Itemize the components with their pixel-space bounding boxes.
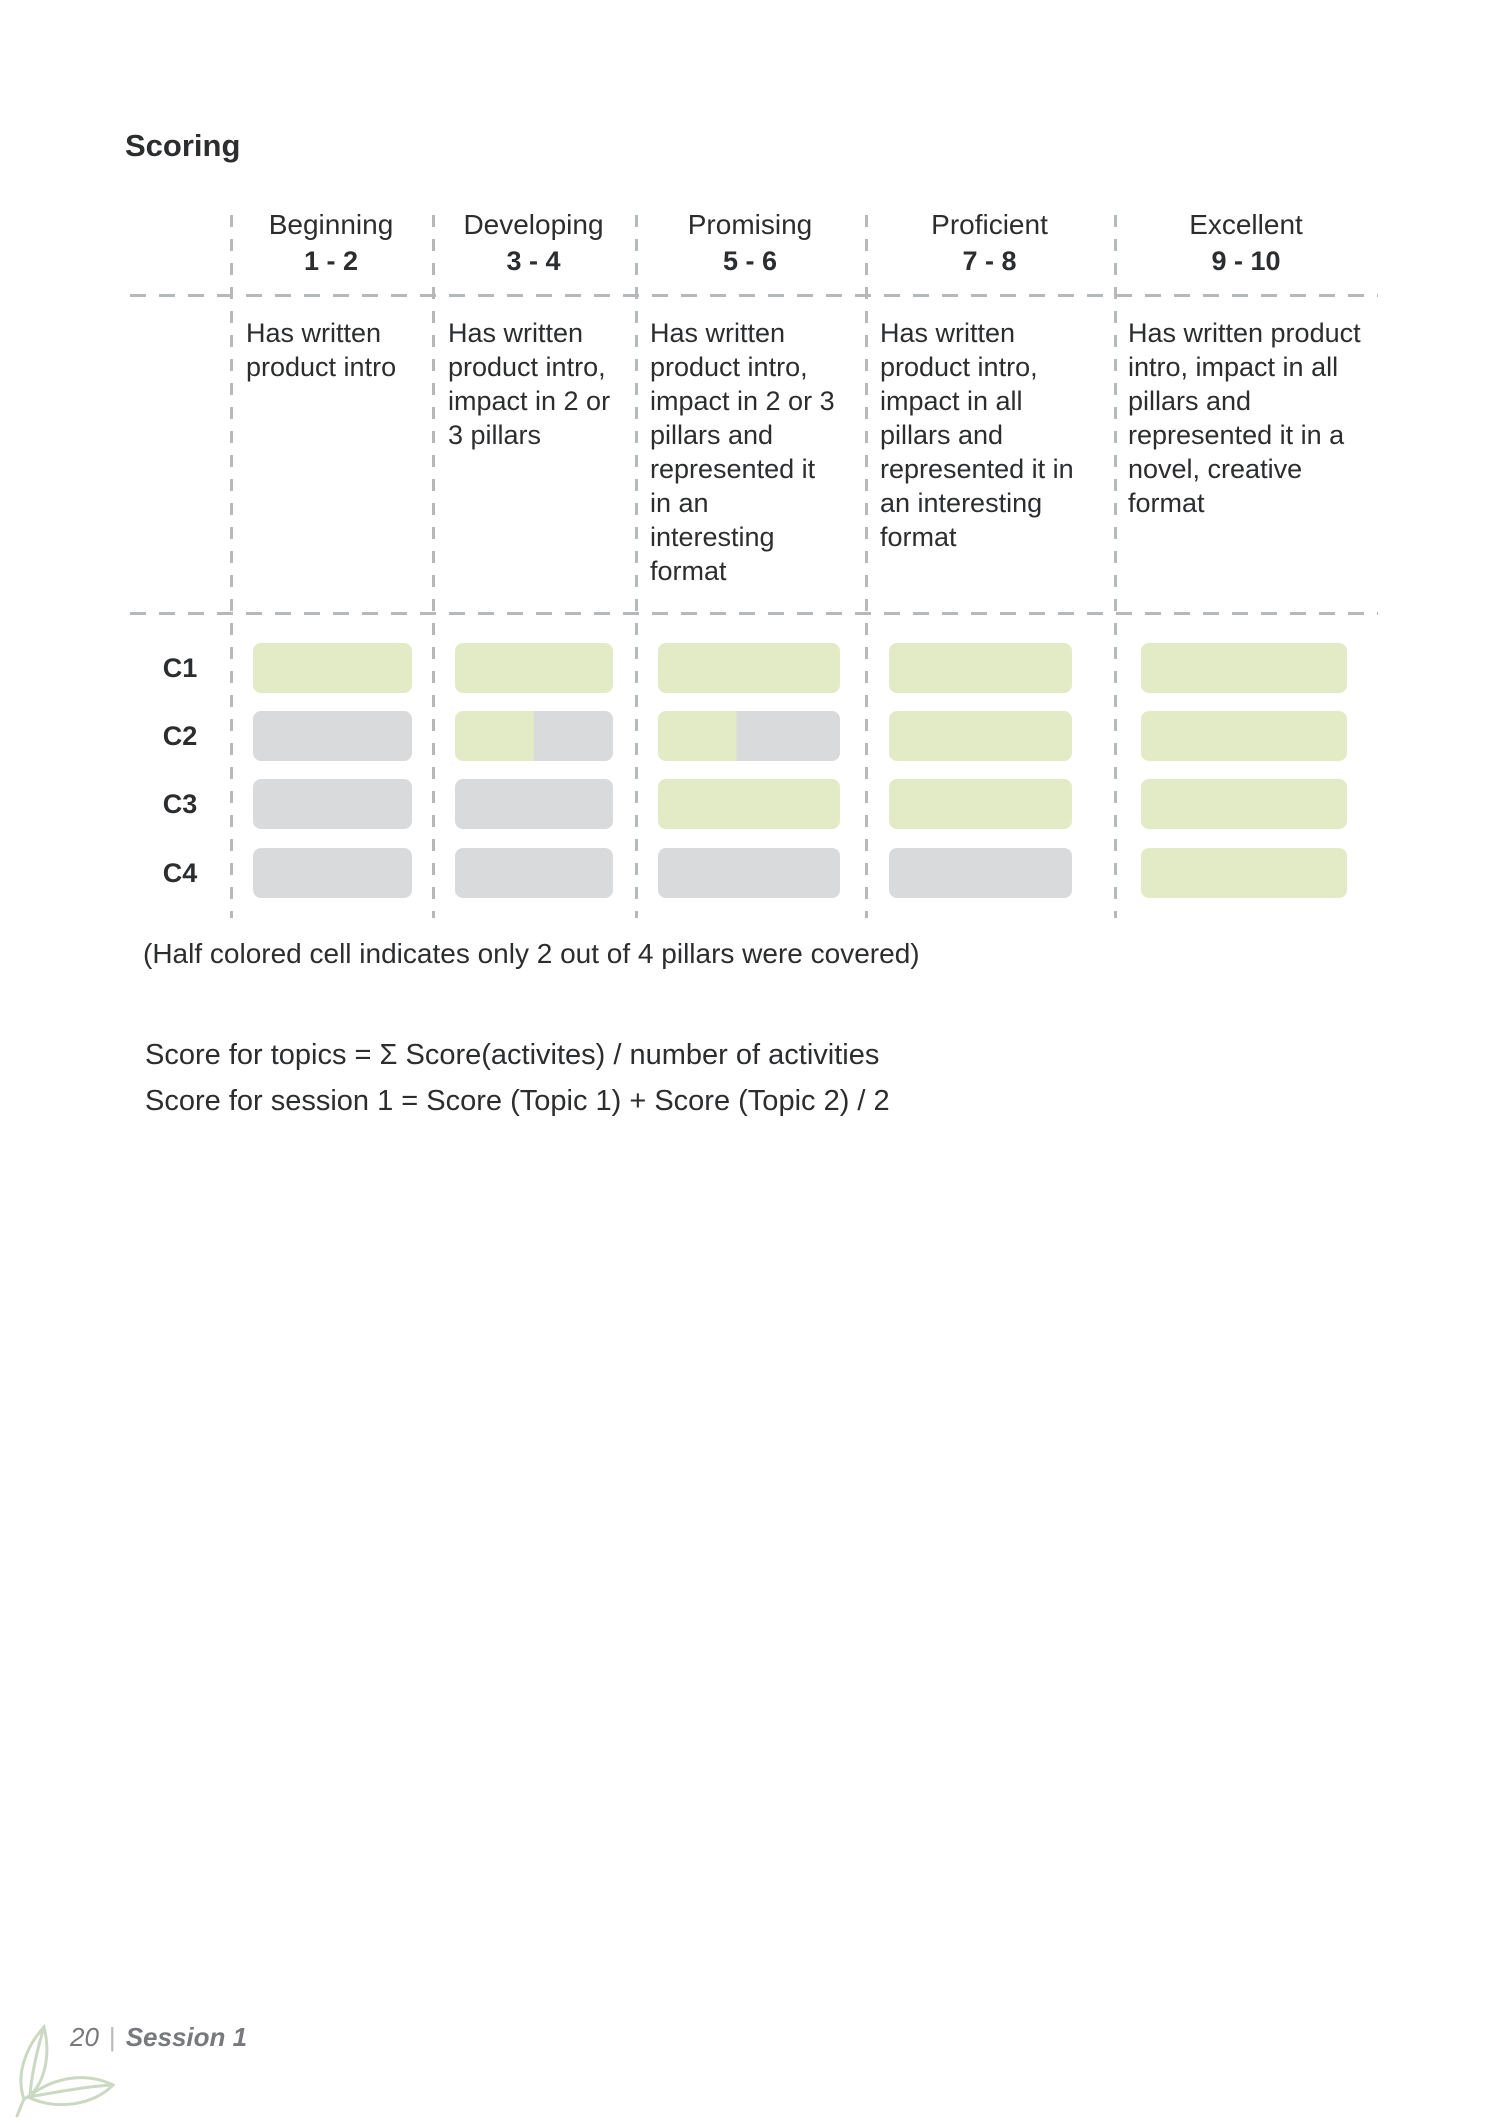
level-description-proficient: Has written product intro, impact in all pillars and represented it in an interesting format (880, 318, 1074, 552)
score-cell-c2-level4 (889, 711, 1072, 761)
level-label: Promising (687, 209, 813, 240)
footer (0, 2010, 500, 2123)
column-divider (1114, 215, 1117, 918)
score-cell-c2-level5 (1141, 711, 1347, 761)
column-divider (635, 215, 638, 918)
row-divider (130, 612, 1378, 615)
score-cell-c4-level1 (253, 848, 412, 898)
score-cell-c3-level5 (1141, 779, 1347, 829)
score-cell-c1-level2 (455, 643, 613, 693)
column-header-promising (635, 207, 865, 279)
level-description-promising: Has written product intro, impact in 2 or 3 pillars and represented it in an interesting format (650, 318, 835, 586)
row-divider (130, 294, 1378, 297)
level-range: 1 - 2 (303, 246, 359, 276)
score-cell-c2-level3 (658, 711, 840, 761)
level-range: 9 - 10 (1211, 246, 1281, 276)
level-range: 3 - 4 (506, 246, 561, 276)
score-cell-c4-level3 (658, 848, 840, 898)
row-label-c2: C2 (162, 721, 198, 751)
score-cell-c1-level1 (253, 643, 412, 693)
half-cell-note: (Half colored cell indicates only 2 out of 4 pillars were covered) (143, 938, 920, 969)
score-formula-session: Score for session 1 = Score (Topic 1) + Score (Topic 2) / 2 (145, 1085, 890, 1117)
level-range: 5 - 6 (722, 246, 778, 276)
column-header-beginning (230, 207, 432, 279)
score-cell-c3-level3 (658, 779, 840, 829)
score-cell-c3-level4 (889, 779, 1072, 829)
row-label-c4: C4 (162, 858, 198, 888)
score-cell-c2-level1 (253, 711, 412, 761)
column-header-proficient (865, 207, 1114, 279)
score-formulas (145, 1032, 890, 1124)
session-label: Session 1 (125, 2022, 248, 2052)
score-cell-c4-level5 (1141, 848, 1347, 898)
level-description-developing: Has written product intro, impact in 2 or 3 pillars (448, 318, 611, 450)
score-cell-c3-level1 (253, 779, 412, 829)
footer-divider: | (108, 2022, 116, 2052)
row-label-c3: C3 (162, 789, 198, 819)
level-label: Beginning (268, 209, 394, 240)
column-divider (230, 215, 233, 918)
column-divider (432, 215, 435, 918)
page-title: Scoring (125, 128, 241, 163)
score-cell-c1-level4 (889, 643, 1072, 693)
level-description-excellent: Has written product intro, impact in all pillars and represented it in a novel, creative format (1128, 318, 1361, 518)
level-description-beginning: Has written product intro (246, 318, 397, 382)
score-formula-topics: Score for topics = Σ Score(activites) / number of activities (145, 1039, 880, 1071)
page-number: 20 (70, 2022, 99, 2052)
column-header-excellent (1114, 207, 1378, 279)
level-label: Developing (463, 209, 604, 240)
level-label: Proficient (931, 209, 1048, 240)
level-label: Excellent (1189, 209, 1303, 240)
footer-text (70, 2022, 247, 2053)
score-cell-c4-level4 (889, 848, 1072, 898)
score-cell-c1-level5 (1141, 643, 1347, 693)
score-cell-c4-level2 (455, 848, 613, 898)
column-header-developing (432, 207, 635, 279)
score-cell-c1-level3 (658, 643, 840, 693)
column-divider (865, 215, 868, 918)
level-range: 7 - 8 (962, 246, 1017, 276)
score-cell-c2-level2 (455, 711, 613, 761)
score-cell-c3-level2 (455, 779, 613, 829)
row-label-c1: C1 (162, 653, 198, 683)
